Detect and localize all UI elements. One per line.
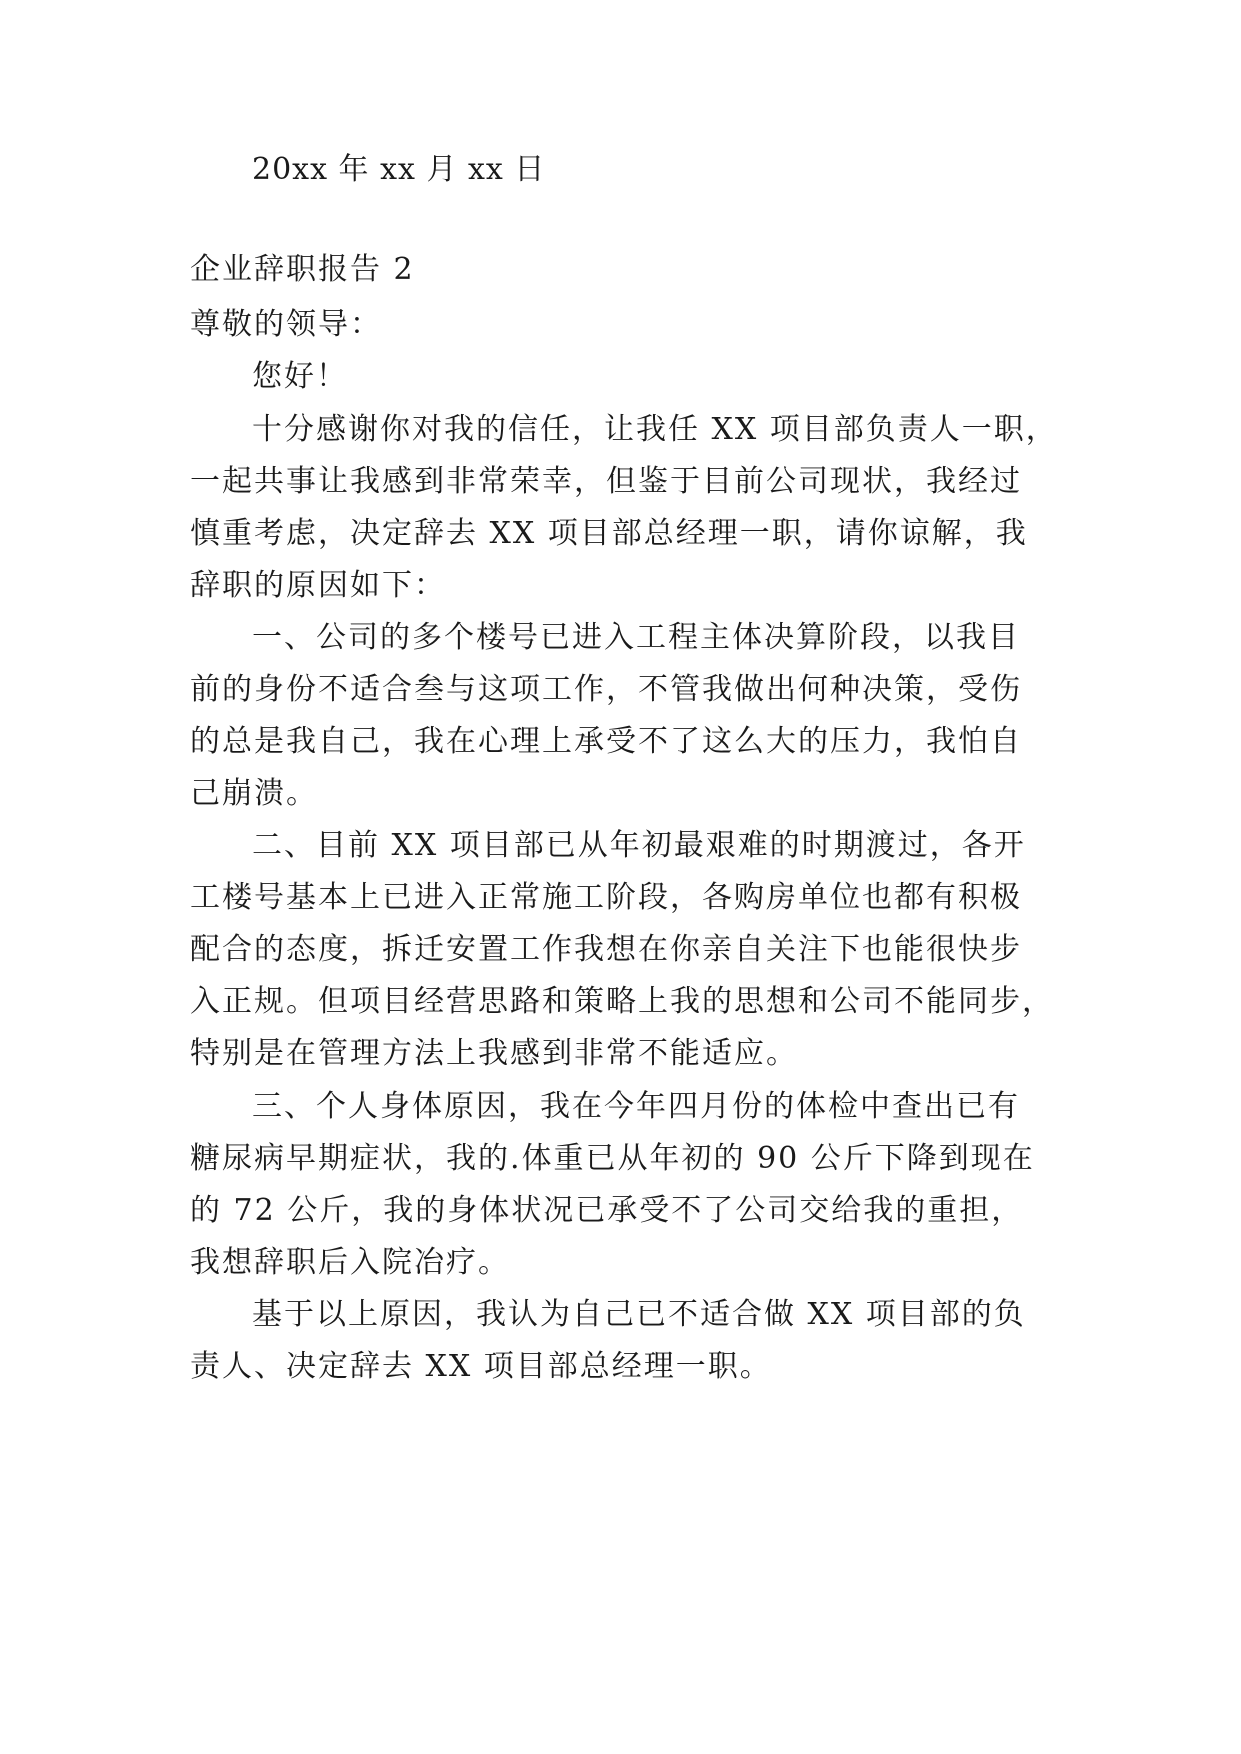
body-line: 二、目前 XX 项目部已从年初最艰难的时期渡过，各开 bbox=[252, 828, 1026, 863]
body-line: 辞职的原因如下： bbox=[190, 568, 446, 603]
document-date: 20xx 年 xx 月 xx 日 bbox=[252, 152, 546, 187]
body-line: 的 72 公斤，我的身体状况已承受不了公司交给我的重担， bbox=[190, 1193, 1024, 1228]
body-line: 的总是我自己，我在心理上承受不了这么大的压力，我怕自 bbox=[190, 724, 1022, 759]
body-line: 一起共事让我感到非常荣幸，但鉴于目前公司现状，我经过 bbox=[190, 464, 1022, 499]
body-line: 配合的态度，拆迁安置工作我想在你亲自关注下也能很快步 bbox=[190, 932, 1022, 967]
body-line: 我想辞职后入院冶疗。 bbox=[190, 1245, 510, 1280]
body-line: 特别是在管理方法上我感到非常不能适应。 bbox=[190, 1036, 798, 1071]
salutation: 尊敬的领导： bbox=[190, 307, 382, 342]
body-line: 十分感谢你对我的信任，让我任 XX 项目部负责人一职， bbox=[252, 412, 1058, 447]
body-line: 工楼号基本上已进入正常施工阶段，各购房单位也都有积极 bbox=[190, 880, 1022, 915]
body-line: 入正规。但项目经营思路和策略上我的思想和公司不能同步， bbox=[190, 984, 1054, 1019]
body-line: 三、个人身体原因，我在今年四月份的体检中查出已有 bbox=[252, 1089, 1020, 1124]
body-line: 一、公司的多个楼号已进入工程主体决算阶段，以我目 bbox=[252, 620, 1020, 655]
body-line: 责人、决定辞去 XX 项目部总经理一职。 bbox=[190, 1349, 772, 1384]
body-line: 前的身份不适合叁与这项工作，不管我做出何种决策，受伤 bbox=[190, 672, 1022, 707]
greeting: 您好！ bbox=[252, 359, 348, 394]
document-title: 企业辞职报告 2 bbox=[190, 252, 415, 287]
body-line: 基于以上原因，我认为自己已不适合做 XX 项目部的负 bbox=[252, 1297, 1026, 1332]
body-line: 慎重考虑，决定辞去 XX 项目部总经理一职，请你谅解，我 bbox=[190, 516, 1028, 551]
body-line: 己崩溃。 bbox=[190, 776, 318, 811]
body-line: 糖尿病早期症状，我的.体重已从年初的 90 公斤下降到现在 bbox=[190, 1141, 1035, 1176]
